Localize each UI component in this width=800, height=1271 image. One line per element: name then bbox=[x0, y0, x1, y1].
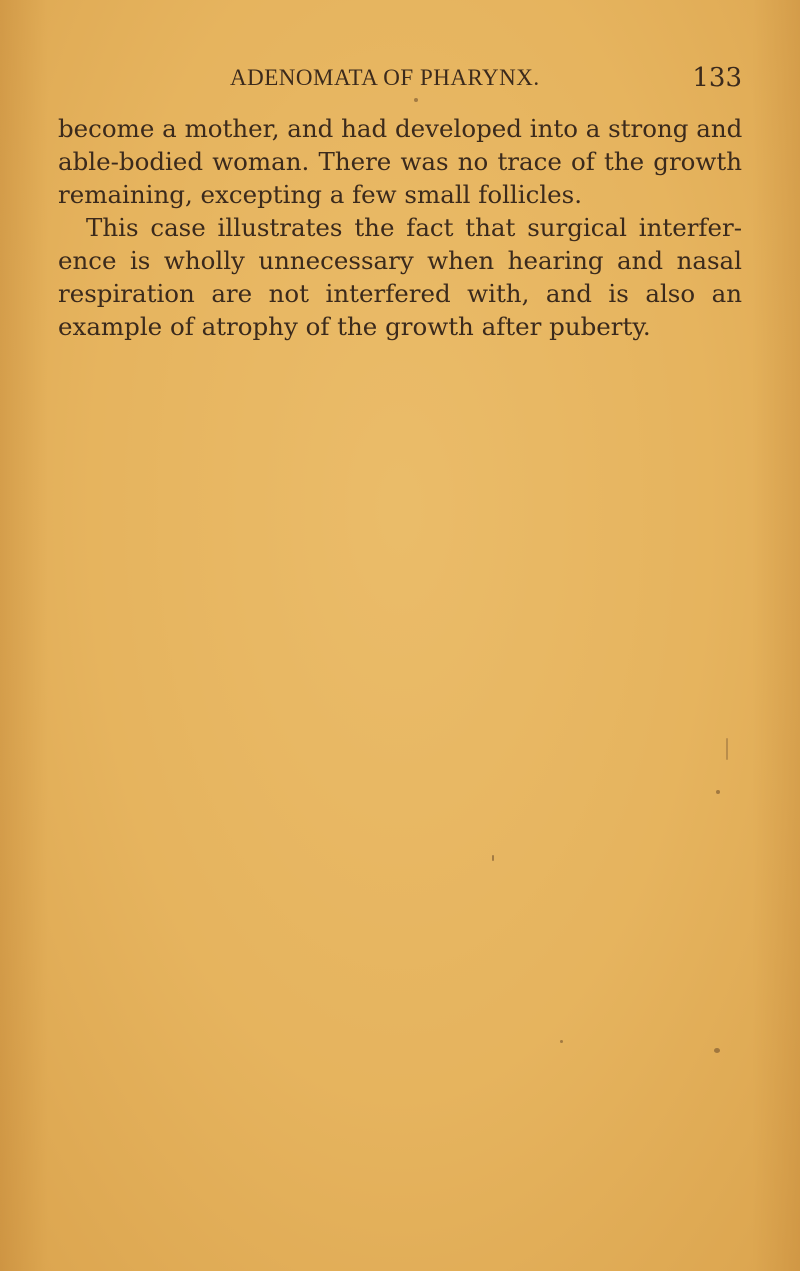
running-title: ADENOMATA OF PHARYNX. bbox=[230, 65, 540, 90]
paper-speck bbox=[716, 790, 720, 794]
text-line: example of atrophy of the growth after puberty. bbox=[58, 312, 651, 341]
body-text bbox=[58, 112, 742, 343]
paper-speck bbox=[726, 738, 728, 760]
running-head bbox=[58, 62, 742, 94]
text-line: become a mother, and had developed into a strong and bbox=[58, 114, 743, 143]
paper-speck bbox=[560, 1040, 563, 1043]
page-number: 133 bbox=[692, 63, 742, 93]
text-line: remaining, excepting a few small follicles. bbox=[58, 180, 583, 209]
text-line: ence is wholly unnecessary when hearing and nasal bbox=[58, 246, 742, 275]
paper-speck bbox=[414, 98, 418, 102]
text-line: respiration are not interfered with, and is also an bbox=[58, 279, 742, 308]
text-line: able-bodied woman. There was no trace of the growth bbox=[58, 147, 742, 176]
paper-speck bbox=[492, 855, 494, 861]
text-line: This case illustrates the fact that surgical interfer- bbox=[86, 213, 742, 242]
paper-speck bbox=[714, 1048, 720, 1053]
